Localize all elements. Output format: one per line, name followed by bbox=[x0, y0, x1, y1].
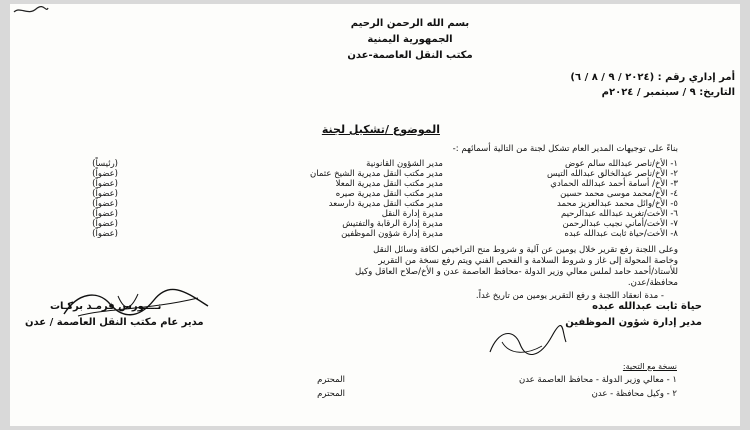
member-name: ٦- الأخت/تغريد عبدالله عبدالرحيم bbox=[560, 209, 678, 219]
member-role: (عضواً) bbox=[92, 229, 118, 239]
member-role: (عضواً) bbox=[92, 169, 118, 179]
member-position: مديرة إدارة الرقابة والتفتيش bbox=[342, 219, 443, 229]
member-position: مدير مكتب النقل مديرية المعلا bbox=[335, 179, 443, 189]
member-name: ٣- الأخ/ أسامة أحمد عبدالله الحمادي bbox=[550, 179, 678, 189]
member-name: ٧- الأخت/أماني نجيب عبدالرحمن bbox=[562, 219, 678, 229]
member-role: (عضواً) bbox=[92, 199, 118, 209]
member-name: ١- الأخ/ناصر عبدالله سالم عوض bbox=[565, 159, 678, 169]
body-line: محافظة/عدن. bbox=[627, 278, 678, 288]
body-line: وخاصة المحولة إلى غاز و شروط السلامة و الفحص الفني ويتم رفع نسخة من التقرير bbox=[378, 256, 678, 266]
member-name: ٨- الأخت/حياة ثابت عبدالله عبده bbox=[564, 229, 678, 239]
member-position: مديرة إدارة النقل bbox=[381, 209, 443, 219]
member-position: مدير الشؤون القانونية bbox=[366, 159, 443, 169]
signatory-left-name: نــــورس فرمـد بركـات bbox=[50, 301, 162, 312]
signatory-right-title: مدير إدارة شؤون الموظفين bbox=[565, 317, 702, 328]
signatory-right-name: حياة ثابت عبدالله عبده bbox=[592, 301, 702, 312]
basmala: بسم الله الرحمن الرحيم bbox=[350, 18, 470, 29]
copy-honorific: المحترم bbox=[317, 375, 345, 385]
member-position: مديرة إدارة شؤون الموظفين bbox=[341, 229, 443, 239]
member-role: (رئيساً) bbox=[92, 159, 118, 169]
copies-heading: نسخة مع التحية: bbox=[622, 362, 677, 371]
director-signature bbox=[58, 286, 218, 326]
office-title: مكتب النقل العاصمة-عدن bbox=[347, 50, 473, 61]
signatory-left-title: مدير عام مكتب النقل العاصمة / عدن bbox=[25, 317, 204, 328]
member-name: ٥- الأخ/وائل محمد عبدالعزيز محمد bbox=[556, 199, 678, 209]
member-role: (عضواً) bbox=[92, 219, 118, 229]
hr-signature bbox=[480, 322, 570, 362]
copy-recipient: ١ - معالي وزير الدولة - محافظ العاصمة عدن bbox=[518, 375, 677, 385]
body-line: - مدة انعقاد اللجنة و رفع التقرير يومين من تاريخ غداً. bbox=[475, 291, 664, 301]
intro-text: بناءً على توجيهات المدير العام تشكل لجنة من التالية أسمائهم :- bbox=[452, 144, 678, 154]
member-role: (عضواً) bbox=[92, 179, 118, 189]
order-number: أمر إداري رقم : (٢٠٢٤ / ٩ / ٨ / ٦) bbox=[570, 72, 735, 83]
member-position: مدير مكتب النقل مديرية الشيخ عثمان bbox=[310, 169, 443, 179]
republic-title: الجمهورية اليمنية bbox=[367, 34, 453, 45]
copy-recipient: ٢ - وكيل محافظة - عدن bbox=[591, 389, 677, 399]
member-role: (عضواً) bbox=[92, 209, 118, 219]
member-position: مدير مكتب النقل مديرية دارسعد bbox=[328, 199, 443, 209]
corner-scribble bbox=[10, 4, 50, 18]
subject: الموضوع /تشكيل لجنة bbox=[321, 123, 440, 136]
document-page bbox=[10, 4, 740, 426]
body-line: وعلى اللجنة رفع تقرير خلال يومين عن آلية و شروط منح التراخيص لكافة وسائل النقل bbox=[373, 245, 678, 255]
member-position: مدير مكتب النقل مديرية صيره bbox=[335, 189, 443, 199]
member-role: (عضواً) bbox=[92, 189, 118, 199]
member-name: ٤- الأخ/محمد موسى محمد حسين bbox=[560, 189, 678, 199]
copy-honorific: المحترم bbox=[317, 389, 345, 399]
member-name: ٢- الأخ/ناصر عبدالخالق عبدالله التيس bbox=[546, 169, 678, 179]
member-row bbox=[38, 229, 678, 240]
body-line: للأستاذ/أحمد حامد لملس معالي وزير الدولة -محافظ العاصمة عدن و الأخ/صلاح العاقل وكيل bbox=[354, 267, 678, 277]
order-date: التاريخ: ٩ / سبتمبر / ٢٠٢٤م bbox=[601, 87, 735, 98]
